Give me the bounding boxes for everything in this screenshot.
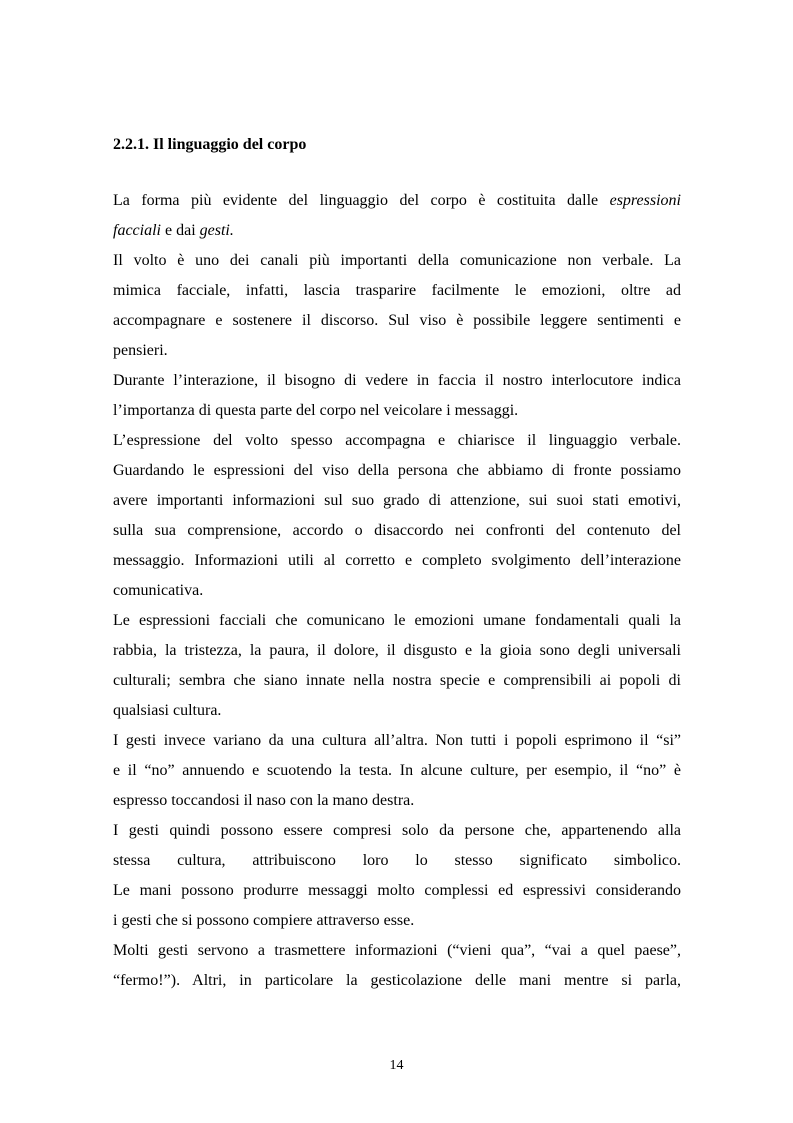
text-line: La forma più evidente del linguaggio del corpo è costituita dalle espressioni bbox=[113, 192, 681, 209]
text-line: avere importanti informazioni sul suo grado di attenzione, sui suoi stati emotivi, bbox=[113, 492, 681, 509]
section-heading: 2.2.1. Il linguaggio del corpo bbox=[113, 136, 307, 153]
text-line: messaggio. Informazioni utili al corretto e completo svolgimento dell’interazione bbox=[113, 552, 681, 569]
text-line: L’espressione del volto spesso accompagna e chiarisce il linguaggio verbale. bbox=[113, 432, 681, 449]
text-line: Le mani possono produrre messaggi molto complessi ed espressivi considerando bbox=[113, 882, 681, 899]
body-text bbox=[113, 186, 681, 996]
text-line: espresso toccandosi il naso con la mano destra. bbox=[113, 792, 415, 809]
text-line: Durante l’interazione, il bisogno di vedere in faccia il nostro interlocutore indica bbox=[113, 372, 681, 389]
text-line: facciali e dai gesti. bbox=[113, 222, 234, 239]
text-line: Il volto è uno dei canali più importanti della comunicazione non verbale. La bbox=[113, 252, 681, 269]
text-line: l’importanza di questa parte del corpo nel veicolare i messaggi. bbox=[113, 402, 519, 419]
text-line: “fermo!”). Altri, in particolare la gesticolazione delle mani mentre si parla, bbox=[113, 972, 681, 989]
page-number: 14 bbox=[389, 1058, 404, 1073]
text-line: sulla sua comprensione, accordo o disaccordo nei confronti del contenuto del bbox=[113, 522, 681, 539]
text-line: qualsiasi cultura. bbox=[113, 702, 222, 719]
text-line: I gesti quindi possono essere compresi solo da persone che, appartenendo alla bbox=[113, 822, 681, 839]
text-line: Le espressioni facciali che comunicano le emozioni umane fondamentali quali la bbox=[113, 612, 681, 629]
text-line: i gesti che si possono compiere attraverso esse. bbox=[113, 912, 415, 929]
text-line: pensieri. bbox=[113, 342, 168, 359]
text-line: stessa cultura, attribuiscono loro lo stesso significato simbolico. bbox=[113, 852, 681, 869]
text-line: culturali; sembra che siano innate nella nostra specie e comprensibili ai popoli di bbox=[113, 672, 681, 689]
text-line: comunicativa. bbox=[113, 582, 204, 599]
text-line: accompagnare e sostenere il discorso. Sul viso è possibile leggere sentimenti e bbox=[113, 312, 681, 329]
text-line: Guardando le espressioni del viso della persona che abbiamo di fronte possiamo bbox=[113, 462, 681, 479]
text-line: rabbia, la tristezza, la paura, il dolore, il disgusto e la gioia sono degli universali bbox=[113, 642, 681, 659]
text-line: I gesti invece variano da una cultura all’altra. Non tutti i popoli esprimono il “si” bbox=[113, 732, 681, 749]
text-line: mimica facciale, infatti, lascia trasparire facilmente le emozioni, oltre ad bbox=[113, 282, 681, 299]
text-line: Molti gesti servono a trasmettere informazioni (“vieni qua”, “vai a quel paese”, bbox=[113, 942, 681, 959]
text-line: e il “no” annuendo e scuotendo la testa. In alcune culture, per esempio, il “no” è bbox=[113, 762, 681, 779]
